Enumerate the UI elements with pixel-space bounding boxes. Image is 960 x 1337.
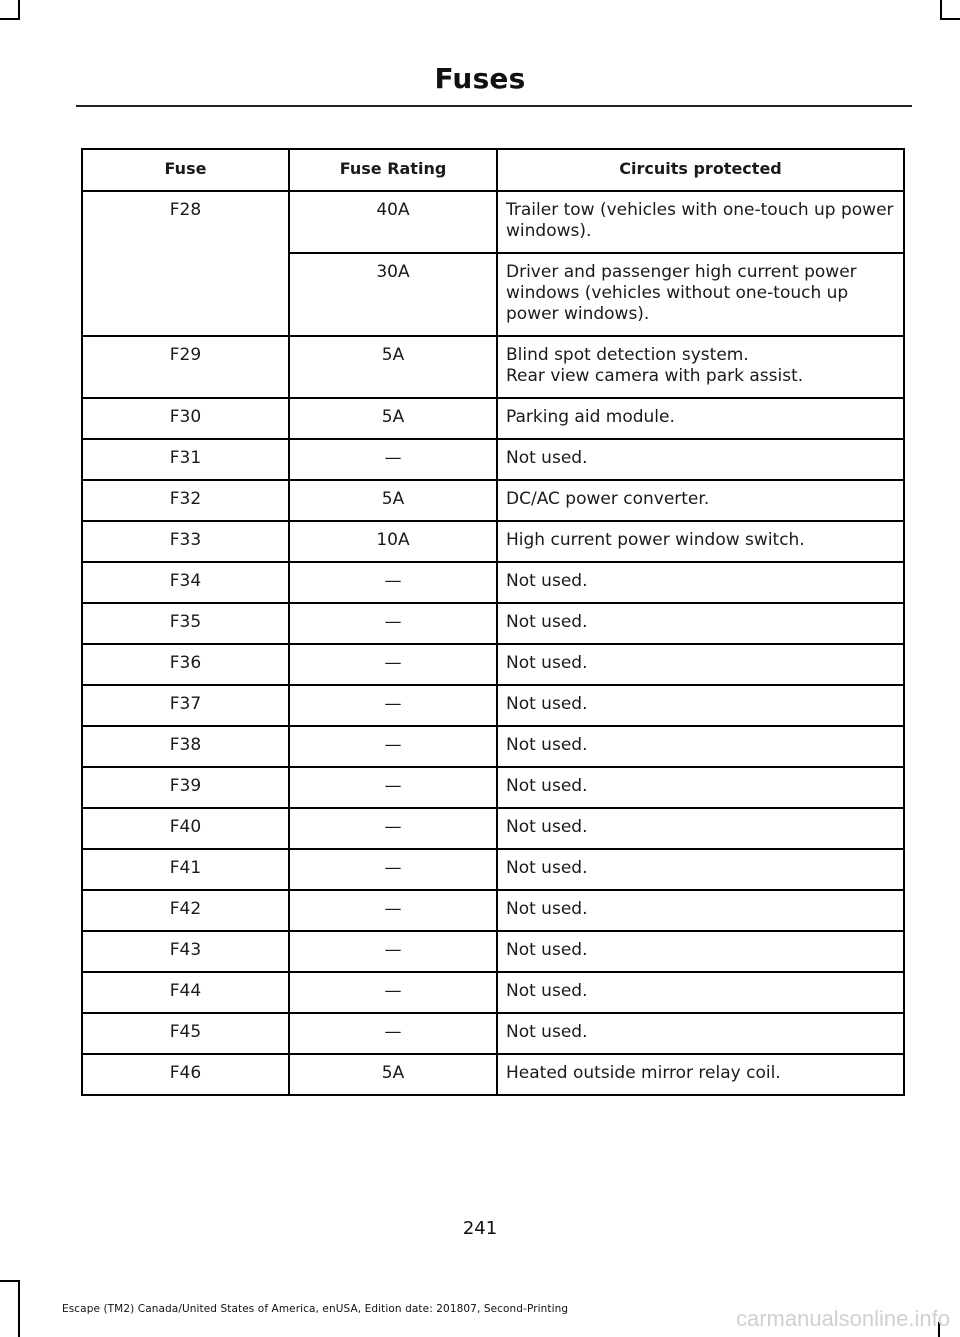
circuit-cell: DC/AC power converter. (497, 480, 904, 521)
table-row (82, 931, 904, 972)
table-row (82, 726, 904, 767)
circuit-cell: Not used. (497, 767, 904, 808)
header-circuits-protected: Circuits protected (497, 149, 904, 191)
table-row (82, 480, 904, 521)
rating-cell: 30A (289, 253, 497, 336)
circuit-cell: Not used. (497, 603, 904, 644)
rating-cell: — (289, 849, 497, 890)
rating-cell: — (289, 972, 497, 1013)
table-row (82, 398, 904, 439)
table-header-row (82, 149, 904, 191)
rating-cell: — (289, 1013, 497, 1054)
table-row (82, 972, 904, 1013)
rating-cell: 40A (289, 191, 497, 253)
circuit-cell: Parking aid module. (497, 398, 904, 439)
fuse-table (81, 148, 905, 1096)
rating-cell: — (289, 726, 497, 767)
table-row (82, 562, 904, 603)
watermark-text: carmanualsonline.info (735, 1306, 950, 1331)
table-row (82, 521, 904, 562)
page-footer: Escape (TM2) Canada/United States of America, enUSA, Edition date: 201807, Second-Printing (62, 1303, 569, 1315)
rating-cell: — (289, 644, 497, 685)
rating-cell: 5A (289, 1054, 497, 1095)
page-number: 241 (462, 1218, 498, 1239)
crop-mark (0, 1280, 20, 1282)
crop-mark (0, 18, 20, 20)
fuse-cell: F44 (82, 972, 289, 1013)
fuse-cell: F45 (82, 1013, 289, 1054)
fuse-cell: F34 (82, 562, 289, 603)
fuse-cell: F31 (82, 439, 289, 480)
table-row (82, 808, 904, 849)
circuit-cell: Not used. (497, 972, 904, 1013)
header-fuse-rating: Fuse Rating (289, 149, 497, 191)
circuit-cell: Not used. (497, 439, 904, 480)
rating-cell: — (289, 685, 497, 726)
fuse-cell: F35 (82, 603, 289, 644)
circuit-cell: Not used. (497, 849, 904, 890)
rating-cell: 10A (289, 521, 497, 562)
circuit-cell: Heated outside mirror relay coil. (497, 1054, 904, 1095)
circuit-cell: Not used. (497, 931, 904, 972)
rating-cell: — (289, 562, 497, 603)
fuse-cell: F28 (82, 191, 289, 336)
circuit-cell: Not used. (497, 890, 904, 931)
rating-cell: — (289, 931, 497, 972)
fuse-cell: F33 (82, 521, 289, 562)
circuit-cell: Not used. (497, 726, 904, 767)
fuse-cell: F43 (82, 931, 289, 972)
fuse-cell: F29 (82, 336, 289, 398)
circuit-cell: Not used. (497, 808, 904, 849)
fuse-cell: F36 (82, 644, 289, 685)
crop-mark (940, 0, 942, 20)
table-row (82, 1054, 904, 1095)
rating-cell: — (289, 767, 497, 808)
fuse-cell: F37 (82, 685, 289, 726)
circuit-line: Blind spot detection system. (506, 345, 749, 365)
table-row (82, 849, 904, 890)
table-row (82, 336, 904, 398)
title-divider (76, 105, 912, 107)
table-row (82, 191, 904, 253)
crop-mark (940, 18, 960, 20)
circuit-cell: Driver and passenger high current power windows (vehicles without one-touch up power windows). (497, 253, 904, 336)
table-row (82, 603, 904, 644)
rating-cell: — (289, 603, 497, 644)
circuit-line: Rear view camera with park assist. (506, 366, 804, 386)
fuse-cell: F32 (82, 480, 289, 521)
crop-mark (18, 1280, 20, 1337)
circuit-cell: Not used. (497, 562, 904, 603)
circuit-cell: Not used. (497, 1013, 904, 1054)
fuse-cell: F30 (82, 398, 289, 439)
rating-cell: — (289, 808, 497, 849)
table-row (82, 685, 904, 726)
fuse-cell: F41 (82, 849, 289, 890)
page-title: Fuses (434, 62, 526, 95)
circuit-cell: Not used. (497, 644, 904, 685)
fuse-cell: F39 (82, 767, 289, 808)
fuse-cell: F38 (82, 726, 289, 767)
table-row (82, 767, 904, 808)
circuit-cell: Trailer tow (vehicles with one-touch up power windows). (497, 191, 904, 253)
fuse-cell: F46 (82, 1054, 289, 1095)
rating-cell: 5A (289, 398, 497, 439)
header-fuse: Fuse (82, 149, 289, 191)
fuse-cell: F40 (82, 808, 289, 849)
rating-cell: 5A (289, 480, 497, 521)
rating-cell: — (289, 890, 497, 931)
crop-mark (18, 0, 20, 20)
circuit-cell: Not used. (497, 685, 904, 726)
circuit-cell: High current power window switch. (497, 521, 904, 562)
circuit-cell (497, 336, 904, 398)
table-row (82, 644, 904, 685)
rating-cell: — (289, 439, 497, 480)
table-row (82, 890, 904, 931)
rating-cell: 5A (289, 336, 497, 398)
table-row (82, 1013, 904, 1054)
table-row (82, 439, 904, 480)
fuse-cell: F42 (82, 890, 289, 931)
